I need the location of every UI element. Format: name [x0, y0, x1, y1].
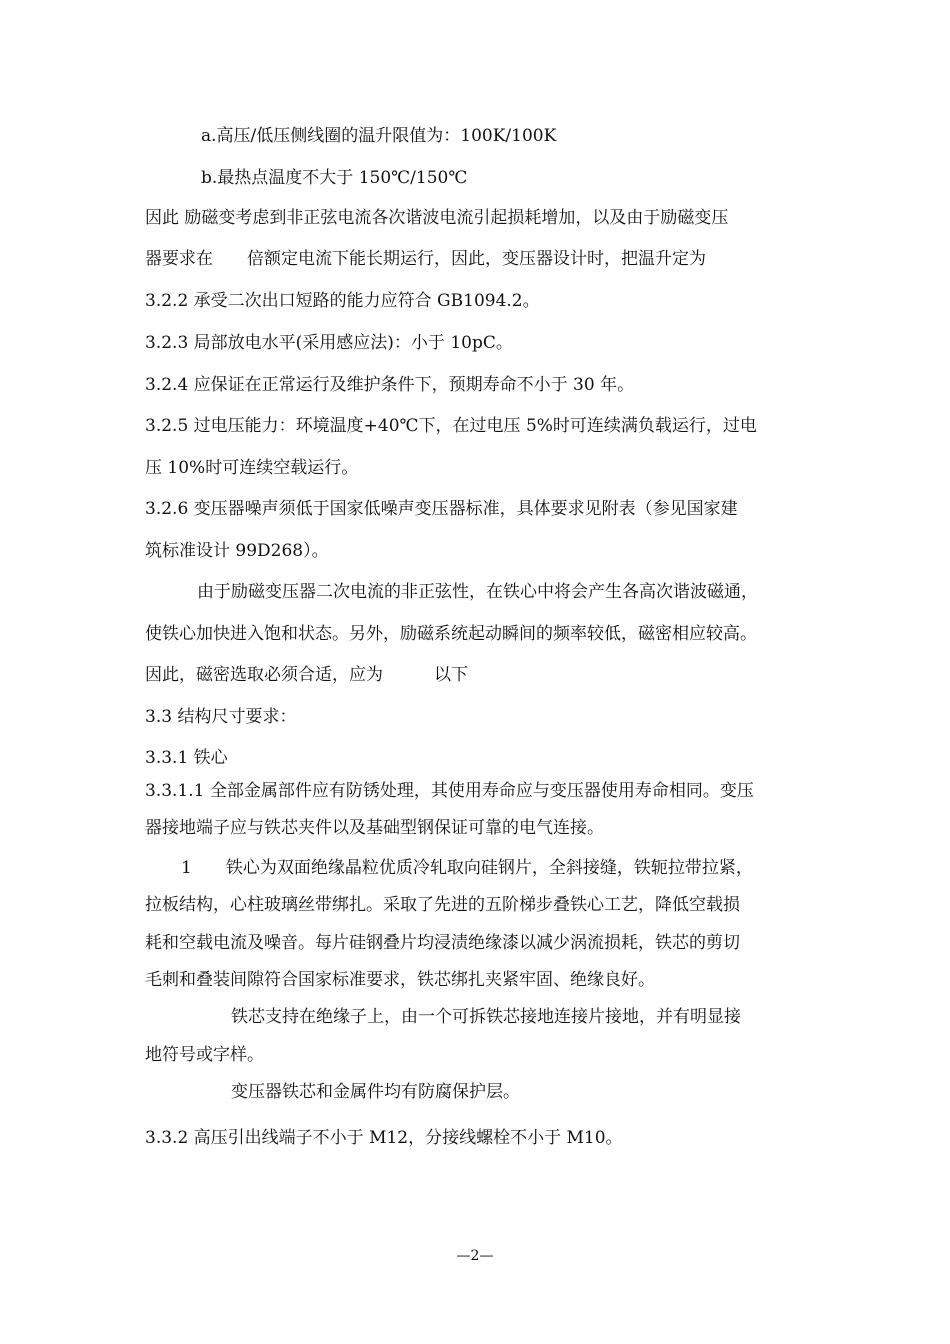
text-line: 3.2.3 局部放电水平(采用感应法)：小于 10pC。: [145, 333, 513, 353]
text-line: 3.2.4 应保证在正常运行及维护条件下，预期寿命不小于 30 年。: [145, 375, 635, 395]
text-line: 3.3.1.1 全部金属部件应有防锈处理，其使用寿命应与变压器使用寿命相同。变压: [145, 781, 754, 801]
text-line: 3.2.6 变压器噪声须低于国家低噪声变压器标准，具体要求见附表（参见国家建: [145, 499, 738, 519]
text-line: 筑标准设计 99D268）。: [145, 541, 329, 561]
text-line: a.高压/低压侧线圈的温升限值为：100K/100K: [201, 126, 557, 146]
text-line: 变压器铁芯和金属件均有防腐保护层。: [231, 1082, 520, 1102]
text-line: 拉板结构，心柱玻璃丝带绑扎。采取了先进的五阶梯步叠铁心工艺，降低空载损: [145, 895, 740, 915]
text-line: 因此，磁密选取必须合适，应为 以下: [145, 665, 468, 685]
text-line: 铁芯支持在绝缘子上，由一个可拆铁芯接地连接片接地，并有明显接: [231, 1007, 741, 1027]
text-line: 器接地端子应与铁芯夹件以及基础型钢保证可靠的电气连接。: [145, 818, 604, 838]
text-line: 压 10%时可连续空载运行。: [145, 458, 359, 478]
page-number: —2—: [456, 1248, 494, 1264]
text-line: 耗和空载电流及噪音。每片硅钢叠片均浸渍绝缘漆以减少涡流损耗，铁芯的剪切: [145, 933, 740, 953]
text-line: 3.3.2 高压引出线端子不小于 M12，分接线螺栓不小于 M10。: [145, 1128, 623, 1148]
text-line: b.最热点温度不大于 150℃/150℃: [201, 168, 468, 188]
text-line: 毛刺和叠装间隙符合国家标准要求，铁芯绑扎夹紧牢固、绝缘良好。: [145, 970, 655, 990]
text-line: 由于励磁变压器二次电流的非正弦性，在铁心中将会产生各高次谐波磁通，: [197, 582, 758, 602]
section-heading: 3.3 结构尺寸要求：: [145, 707, 297, 727]
text-line: 3.2.5 过电压能力：环境温度+40℃下，在过电压 5%时可连续满负载运行，过电: [145, 416, 757, 436]
text-line: 1 铁心为双面绝缘晶粒优质冷轧取向硅钢片，全斜接缝，铁轭拉带拉紧，: [181, 858, 753, 878]
text-line: 3.2.2 承受二次出口短路的能力应符合 GB1094.2。: [145, 291, 540, 311]
text-line: 地符号或字样。: [145, 1045, 264, 1065]
section-heading: 3.3.1 铁心: [145, 748, 228, 768]
text-line: 因此 励磁变考虑到非正弦电流各次谐波电流引起损耗增加，以及由于励磁变压: [145, 208, 729, 228]
text-line: 使铁心加快进入饱和状态。另外，励磁系统起动瞬间的频率较低，磁密相应较高。: [145, 624, 757, 644]
text-line: 器要求在 倍额定电流下能长期运行，因此，变压器设计时，把温升定为: [145, 249, 706, 269]
